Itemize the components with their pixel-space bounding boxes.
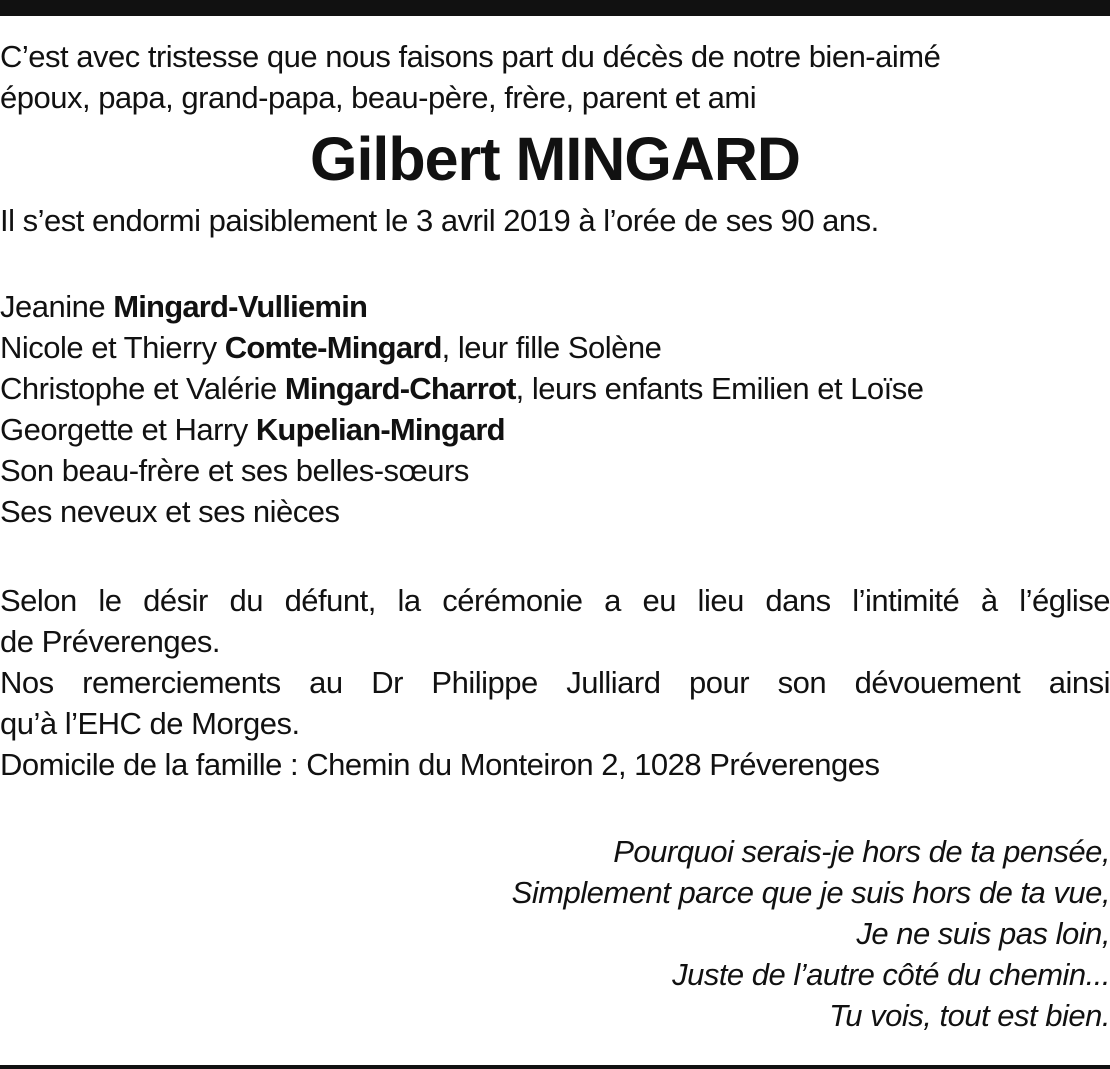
- ceremony-section: [0, 580, 1110, 785]
- poem: [0, 831, 1110, 1036]
- family-prefix: Georgette et Harry: [0, 412, 256, 447]
- obituary-notice: [0, 36, 1110, 1036]
- family-suffix: , leur fille Solène: [441, 330, 662, 365]
- family-line: [0, 286, 1110, 327]
- thanks-line: Nos remerciements au Dr Philippe Julliard pour son dévouement ainsi: [0, 665, 1110, 700]
- family-surname: Mingard-Charrot: [284, 371, 516, 406]
- intro-line: C’est avec tristesse que nous faisons part du décès de notre bien-aimé: [0, 39, 941, 74]
- thanks-line: qu’à l’EHC de Morges.: [0, 706, 300, 741]
- announcement-intro: [0, 36, 1110, 118]
- ceremony-line: Selon le désir du défunt, la cérémonie a eu lieu dans l’intimité à l’église: [0, 583, 1110, 618]
- family-prefix: Jeanine: [0, 289, 114, 324]
- death-statement: Il s’est endormi paisiblement le 3 avril 2019 à l’orée de ses 90 ans.: [0, 203, 879, 238]
- family-line: [0, 450, 1110, 491]
- family-prefix: Nicole et Thierry: [0, 330, 225, 365]
- poem-line: Je ne suis pas loin,: [856, 916, 1110, 951]
- deceased-name: Gilbert MINGARD: [310, 125, 800, 193]
- ceremony-line: de Préverenges.: [0, 624, 220, 659]
- bottom-rule: [0, 1065, 1110, 1069]
- family-line: [0, 327, 1110, 368]
- family-surname: Kupelian-Mingard: [255, 412, 505, 447]
- family-prefix: Christophe et Valérie: [0, 371, 285, 406]
- family-prefix: Ses neveux et ses nièces: [0, 494, 340, 529]
- family-address: Domicile de la famille : Chemin du Monteiron 2, 1028 Préverenges: [0, 747, 880, 782]
- family-surname: Comte-Mingard: [224, 330, 442, 365]
- intro-line: époux, papa, grand-papa, beau-père, frère, parent et ami: [0, 80, 757, 115]
- family-prefix: Son beau-frère et ses belles-sœurs: [0, 453, 469, 488]
- family-surname: Mingard-Vulliemin: [113, 289, 368, 324]
- poem-line: Tu vois, tout est bien.: [829, 998, 1110, 1033]
- family-suffix: , leurs enfants Emilien et Loïse: [515, 371, 924, 406]
- family-line: [0, 409, 1110, 450]
- family-line: [0, 491, 1110, 532]
- family-list: [0, 286, 1110, 532]
- family-line: [0, 368, 1110, 409]
- poem-line: Juste de l’autre côté du chemin...: [672, 957, 1110, 992]
- top-rule: [0, 0, 1110, 16]
- poem-line: Pourquoi serais-je hors de ta pensée,: [613, 834, 1110, 869]
- poem-line: Simplement parce que je suis hors de ta vue,: [511, 875, 1110, 910]
